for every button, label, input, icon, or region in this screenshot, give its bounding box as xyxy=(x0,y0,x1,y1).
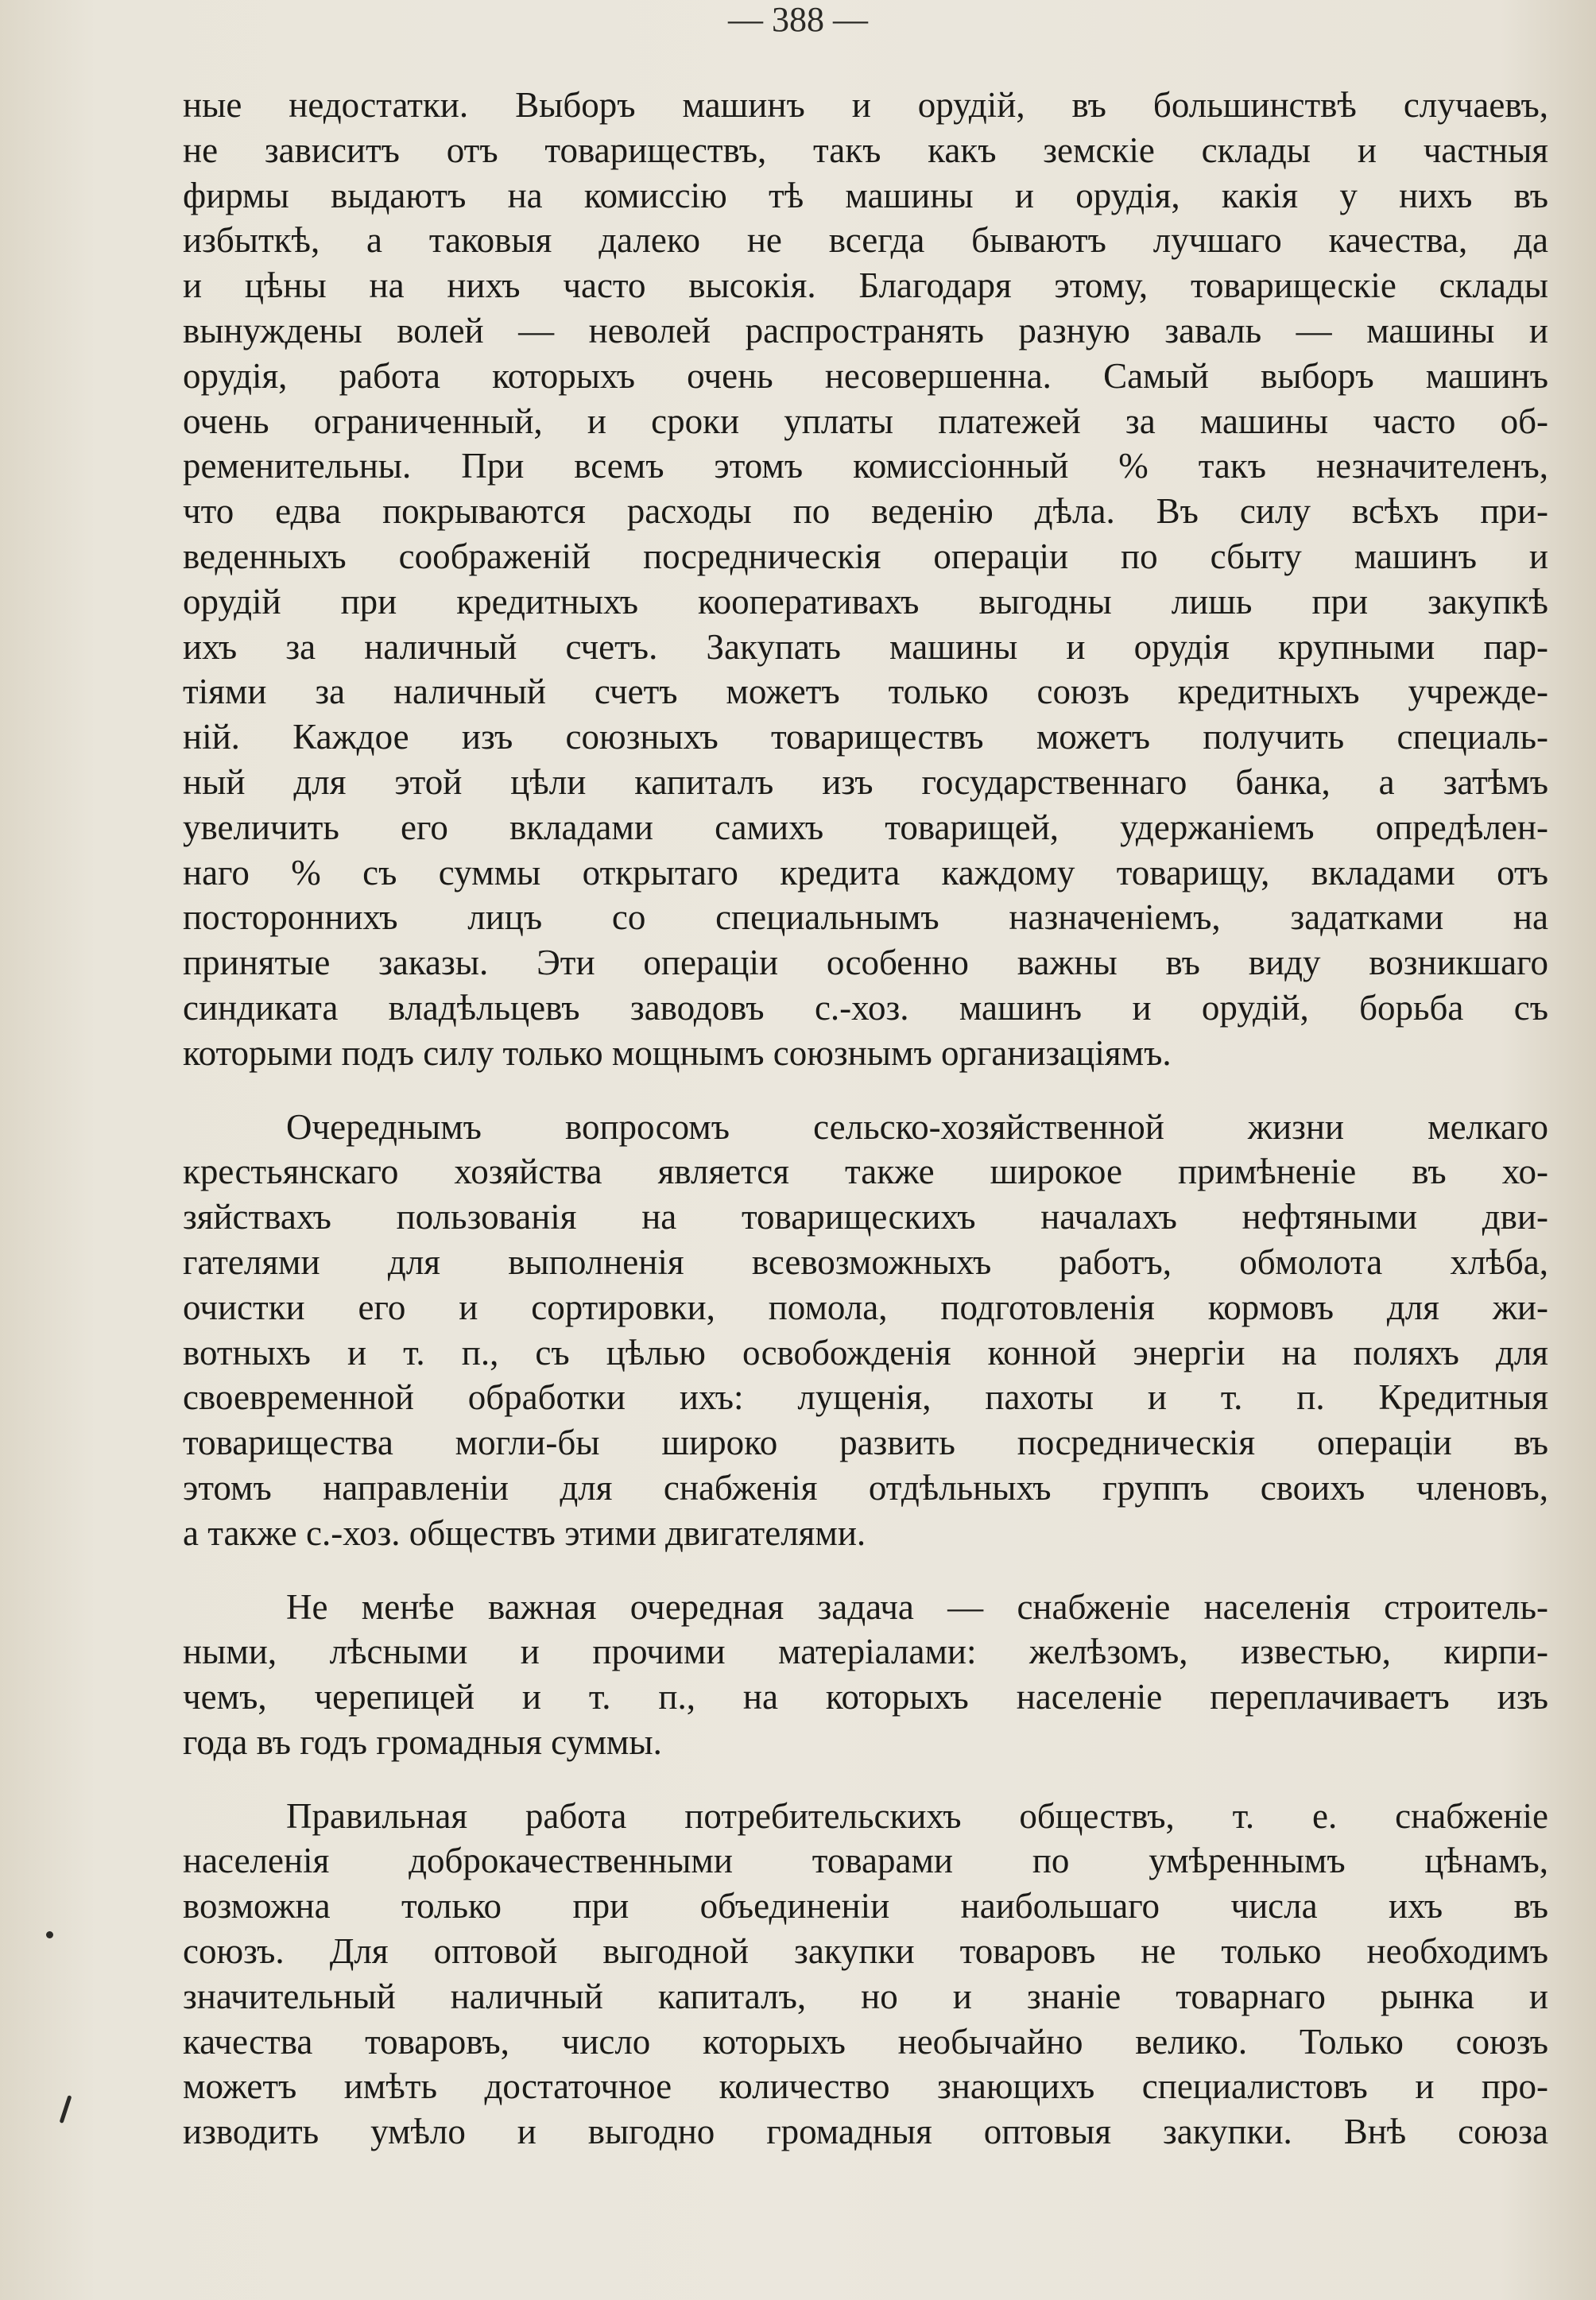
paragraph-consumer-societies xyxy=(183,1794,1548,2155)
text-line: Правильная работа потребительскихъ обществъ, т. е. снабженіе xyxy=(286,1795,1548,1836)
page-number: — 388 — xyxy=(728,0,868,39)
paragraph-machines-tools xyxy=(183,83,1548,1076)
text-line: синдиката владѣльцевъ заводовъ с.-хоз. машинъ и орудій, борьба съ xyxy=(183,987,1548,1028)
text-line: зяйствахъ пользованія на товарищескихъ началахъ нефтяными дви- xyxy=(183,1197,1548,1237)
text-line: орудій при кредитныхъ кооперативахъ выгодны лишь при закупкѣ xyxy=(183,581,1548,621)
text-line: гателями для выполненія всевозможныхъ работъ, обмолота хлѣба, xyxy=(183,1241,1548,1282)
text-line: принятые заказы. Эти операціи особенно важны въ виду возникшаго xyxy=(183,943,1548,983)
text-line: Не менѣе важная очередная задача — снабженіе населенія строитель- xyxy=(286,1586,1548,1627)
text-line: очистки его и сортировки, помола, подготовленія кормовъ для жи- xyxy=(183,1287,1548,1327)
text-line: союзъ. Для оптовой выгодной закупки товаровъ не только необходимъ xyxy=(183,1931,1548,1972)
paragraph-oil-engines xyxy=(183,1105,1548,1556)
text-line: постороннихъ лицъ со специальнымъ назначеніемъ, задатками на xyxy=(183,897,1548,938)
text-line: тіями за наличный счетъ можетъ только союзъ кредитныхъ учрежде- xyxy=(183,672,1548,712)
text-line: ный для этой цѣли капиталъ изъ государственнаго банка, а затѣмъ xyxy=(183,761,1548,802)
text-line: и цѣны на нихъ часто высокія. Благодаря этому, товарищескіе склады xyxy=(183,265,1548,306)
text-line: ными, лѣсными и прочими матеріалами: желѣзомъ, известью, кирпи- xyxy=(183,1632,1548,1672)
text-line: веденныхъ соображеній посредническія операціи по сбыту машинъ и xyxy=(183,536,1548,576)
text-line: не зависитъ отъ товариществъ, такъ какъ земскіе склады и частныя xyxy=(183,130,1548,170)
text-line: которыми подъ силу только мощнымъ союзнымъ организаціямъ. xyxy=(183,1032,1172,1073)
ink-speck xyxy=(46,1931,53,1938)
text-line: товарищества могли-бы широко развить посредническія операціи въ xyxy=(183,1423,1548,1463)
text-line: увеличить его вкладами самихъ товарищей, удержаніемъ опредѣлен- xyxy=(183,807,1548,847)
text-line: избыткѣ, а таковыя далеко не всегда бываютъ лучшаго качества, да xyxy=(183,220,1548,261)
text-line: ременительны. При всемъ этомъ комиссіонный % такъ незначителенъ, xyxy=(183,446,1548,486)
text-line: что едва покрываются расходы по веденію дѣла. Въ силу всѣхъ при- xyxy=(183,491,1548,532)
text-line: возможна только при объединеніи наибольшаго числа ихъ въ xyxy=(183,1886,1548,1926)
text-line: наго % съ суммы открытаго кредита каждому товарищу, вкладами отъ xyxy=(183,852,1548,893)
text-line: чемъ, черепицей и т. п., на которыхъ населеніе переплачиваетъ изъ xyxy=(183,1677,1548,1717)
text-line: ные недостатки. Выборъ машинъ и орудій, въ большинствѣ случаевъ, xyxy=(183,85,1548,125)
text-line: ихъ за наличный счетъ. Закупать машины и орудія крупными пар- xyxy=(183,626,1548,667)
text-line: фирмы выдаютъ на комиссію тѣ машины и орудія, какія у нихъ въ xyxy=(183,175,1548,215)
text-line: изводить умѣло и выгодно громадныя оптовыя закупки. Внѣ союза xyxy=(183,2112,1548,2152)
text-line: а также с.-хоз. обществъ этими двигателями. xyxy=(183,1512,866,1553)
text-line: населенія доброкачественными товарами по умѣреннымъ цѣнамъ, xyxy=(183,1841,1548,1881)
ink-speck xyxy=(60,2095,72,2124)
text-line: вотныхъ и т. п., съ цѣлью освобожденія конной энергіи на поляхъ для xyxy=(183,1332,1548,1373)
text-line: можетъ имѣть достаточное количество знающихъ специалистовъ и про- xyxy=(183,2066,1548,2107)
text-line: этомъ направленіи для снабженія отдѣльныхъ группъ своихъ членовъ, xyxy=(183,1467,1548,1508)
text-line: качества товаровъ, число которыхъ необычайно велико. Только союзъ xyxy=(183,2021,1548,2062)
text-line: года въ годъ громадныя суммы. xyxy=(183,1721,662,1762)
body-text xyxy=(183,83,1548,2155)
text-line: крестьянскаго хозяйства является также широкое примѣненіе въ хо- xyxy=(183,1152,1548,1192)
text-line: значительный наличный капиталъ, но и знаніе товарнаго рынка и xyxy=(183,1976,1548,2016)
paragraph-building-materials xyxy=(183,1585,1548,1765)
text-line: орудія, работа которыхъ очень несовершенна. Самый выборъ машинъ xyxy=(183,355,1548,396)
text-line: Очереднымъ вопросомъ сельско-хозяйственной жизни мелкаго xyxy=(286,1106,1548,1147)
text-line: очень ограниченный, и сроки уплаты платежей за машины часто об- xyxy=(183,401,1548,441)
text-line: своевременной обработки ихъ: лущенія, пахоты и т. п. Кредитныя xyxy=(183,1377,1548,1418)
text-line: ній. Каждое изъ союзныхъ товариществъ можетъ получить специаль- xyxy=(183,717,1548,757)
text-line: вынуждены волей — неволей распространять разную заваль — машины и xyxy=(183,310,1548,350)
